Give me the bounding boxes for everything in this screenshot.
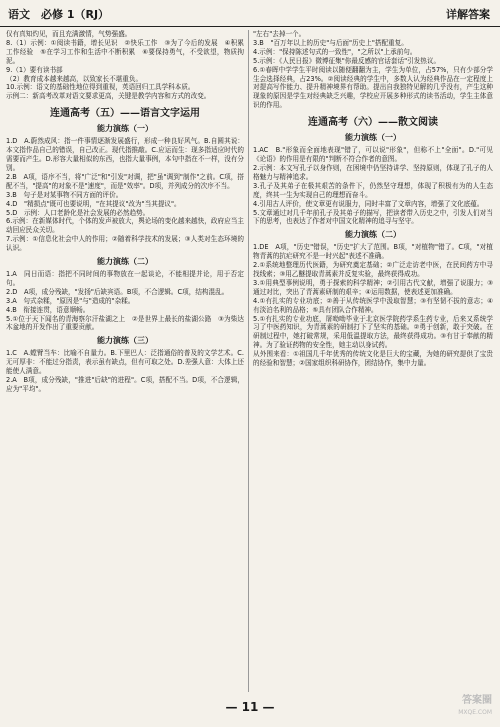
subsection-title: 能力演练（三） bbox=[97, 336, 153, 346]
page-number: — 11 — bbox=[225, 700, 275, 714]
section-label: 详解答案 bbox=[446, 8, 490, 21]
answer-paragraph: （2）教育成本越来越高，以致家长不堪重负。 bbox=[6, 74, 143, 83]
answer-paragraph: 5.文章通过对几千年前孔子及其弟子的描写，把读者带入历史之中，引发人们对当下的思考，也表达了作者对中国文化精神的追寻与坚守。 bbox=[253, 208, 493, 226]
answer-paragraph: 3.B "百万年以上的历史"与后面"历史上"搭配重复。 bbox=[253, 38, 408, 47]
answer-paragraph: 仅有真知灼见，而且充满激情，气势强盛。 bbox=[6, 30, 132, 38]
column-divider bbox=[248, 30, 249, 692]
answer-paragraph: 示例二：新高考改革对语文要求更高，关键是教学内容和方式的改变。 bbox=[6, 92, 211, 101]
answer-paragraph: 1.D A.蔚然成风：指一件事情逐渐发展盛行，形成一种良好风气。B.自圆其说：本文指作品自己的错误，自己改正。现代指推敲。C.应运而生：现多指适应时代的需要而产生。D.形容大量相似的东西，也指大量事例，本句中指在不一样，没有分别。 bbox=[6, 137, 244, 172]
subsection-title: 能力演练（二） bbox=[345, 230, 401, 240]
section-title: 连通高考（六）——散文阅读 bbox=[308, 117, 438, 129]
answer-paragraph: 7.示例：①信息化社会中人的作用；②随着科学技术的发展；③人类对生态环境的认识。 bbox=[6, 235, 244, 253]
answer-paragraph: 6.示例：在新媒体时代，个体的发声被放大，舆论场的变化越来越快，政府应当主动回应民众关切。 bbox=[6, 217, 244, 235]
answer-paragraph: 5.D 示例：人口老龄化是社会发展的必然趋势。 bbox=[6, 208, 150, 217]
watermark-url: MXQE.COM bbox=[458, 709, 492, 716]
subsection-title: 能力演练（一） bbox=[97, 124, 153, 134]
answer-paragraph: 2.B A项，语序不当，将"广泛"和"引发"对调，把"虽"调到"制作"之前。C项，搭配不当，"提高"的对象不是"速度"，而是"效率"。D项，并列成分的次序不当。 bbox=[6, 172, 244, 190]
answer-paragraph: 2.示例：本文写孔子以身作则，在困境中仍坚持讲学、坚持原则，体现了孔子的人格魅力与精神追求。 bbox=[253, 163, 493, 181]
answer-paragraph: 3.A 句式杂糅，"原因是"与"造成的"杂糅。 bbox=[6, 296, 135, 305]
answer-paragraph: 5.示例：《人民日报》微博征集"你最反感的官话套话"引发热议。 bbox=[253, 56, 441, 65]
answer-paragraph: 2.①系统地整理历代医籍，为研究奠定基础；②广泛走访老中医，在民间药方中寻找线索；③用乙醚提取青蒿素并反复实验，最终获得成功。 bbox=[253, 261, 493, 279]
answer-paragraph: 1.AC B."形象而全面地表现"错了，可以说"形象"，但称不上"全面"。D."可见《论语》的作用是有限的"判断不符合作者的意图。 bbox=[253, 146, 493, 164]
answer-paragraph: 从外围来看：①祖国几千年优秀的传统文化是巨大的宝藏，为她的研究提供了宝贵的经验和智慧；②国家组织科研协作，团结协作，集中力量。 bbox=[253, 350, 493, 368]
page-header bbox=[0, 0, 500, 27]
answer-paragraph: 3.①用典型事例说明，勇于探索的科学精神；②引用古代文献，增强了说服力；③通过对比，突出了青蒿素研制的艰辛；④运用数据，使表述更加准确。 bbox=[253, 278, 493, 296]
answer-paragraph: 9.（1）要有读书部 bbox=[6, 65, 63, 74]
answer-paragraph: 8.（1）示例：①阅读书籍，增长见识 ②快乐工作 ③为了今后的发展 ④积累工作经验 ⑤在学习工作和生活中不断积累 ⑥要保持勇气，不受欲望，物质拘泥。 bbox=[6, 38, 244, 65]
subsection-title: 能力演练（二） bbox=[97, 257, 153, 267]
subsection-title: 能力演练（一） bbox=[345, 133, 401, 143]
answer-paragraph: 1.A 同日而语：指把不同时间的事物放在一起谈论，不能相提并论，用于否定句。 bbox=[6, 270, 244, 287]
section-title: 连通高考（五）——语言文字运用 bbox=[50, 108, 200, 120]
watermark-logo bbox=[422, 695, 492, 721]
answer-paragraph: 10.示例：语文的基础性地位得到重视，英语回归工具学科本质。 bbox=[6, 83, 195, 92]
right-column bbox=[253, 30, 493, 692]
answer-paragraph: 2.D A项，成分残缺，"发扬"后缺宾语。B项，不合逻辑。C项，结构混乱。 bbox=[6, 287, 229, 296]
watermark-text: 答案圈 bbox=[462, 695, 492, 706]
answer-paragraph: 3.孔子及其弟子在极其艰苦的条件下，仍然坚守理想，体现了积极有为的人生态度，终其一生为实现自己的理想而奋斗。 bbox=[253, 181, 493, 199]
answer-paragraph: 3.B 句子是对某事物不同方面的评价。 bbox=[6, 190, 123, 199]
answer-paragraph: 4.引用古人评价，使文章更有说服力，同时丰富了文章内容，增强了文化底蕴。 bbox=[253, 199, 484, 208]
answer-paragraph: 4.示例："保持陈述句式的一致性"，"之所以"上承前句。 bbox=[253, 47, 417, 56]
answer-paragraph: 2.A B项，成分残缺，"推进"后缺"的进程"。C项，搭配不当。D项，不合逻辑，应为"平均"。 bbox=[6, 376, 244, 393]
answer-paragraph: 4.①有扎实的专业功底；②善于从传统医学中汲取智慧；③有坚韧不拔的意志；④有淡泊名利的品格；⑤具有团队合作精神。 bbox=[253, 296, 493, 314]
answer-paragraph: 1.DE A项，"历史"错误，"历史"扩大了范围。B项，"对植物"错了。C项，"对植物青蒿的抗疟研究不是一时兴起"表述不准确。 bbox=[253, 243, 493, 261]
answer-paragraph: "左右"去掉一个。 bbox=[253, 30, 306, 38]
left-column bbox=[6, 30, 244, 692]
answer-paragraph: 1.C A.螳臂当车：比喻不自量力。B.下里巴人：泛指通俗的普及的文学艺术。C.无可厚非：不能过分指责，表示虽有缺点，但有可取之处。D.差强人意：大体上还能使人满意。 bbox=[6, 349, 244, 376]
answer-paragraph: 5.①有扎实的专业功底，屠呦呦毕业于北京医学院药学系生药专业，后来又系统学习了中医药知识，为青蒿素的研制打下了坚实的基础。②勇于创新，敢于突破。在研制过程中，她打破常规，采用低温提取方法，最终获得成功。③有甘于奉献的精神。为了验证药物的安全性，她主动以身试药。 bbox=[253, 314, 493, 350]
answer-paragraph: 6.①春晖中学学生平时阅读以随便翻翻为主，学生为单位，占57%，只有少部分学生会选择经典，占23%。②阅读经典的学生中，多数人认为经典作品在一定程度上对提高写作能力、提升精神境界有帮助。提出自我独特见解的几乎没有，产生这种现象的原因是学生对经典缺乏兴趣，学校应开展多种形式的读书活动，学生主体意识的作用。 bbox=[253, 65, 493, 110]
answer-paragraph: 4.B 衔接连贯，语意顺畅。 bbox=[6, 305, 90, 314]
book-title: 语文 必修 1（RJ） bbox=[8, 8, 110, 21]
answer-paragraph: 5.①位于天下闻名的青海察尔汗盐湖之上 ②是世界上最长的盐湖公路 ③为柴达木盆地的开发作出了重要贡献。 bbox=[6, 314, 244, 332]
answer-paragraph: 4.D "精损点"既可也要说明，"在其提议"改为"当其提议"。 bbox=[6, 199, 181, 208]
